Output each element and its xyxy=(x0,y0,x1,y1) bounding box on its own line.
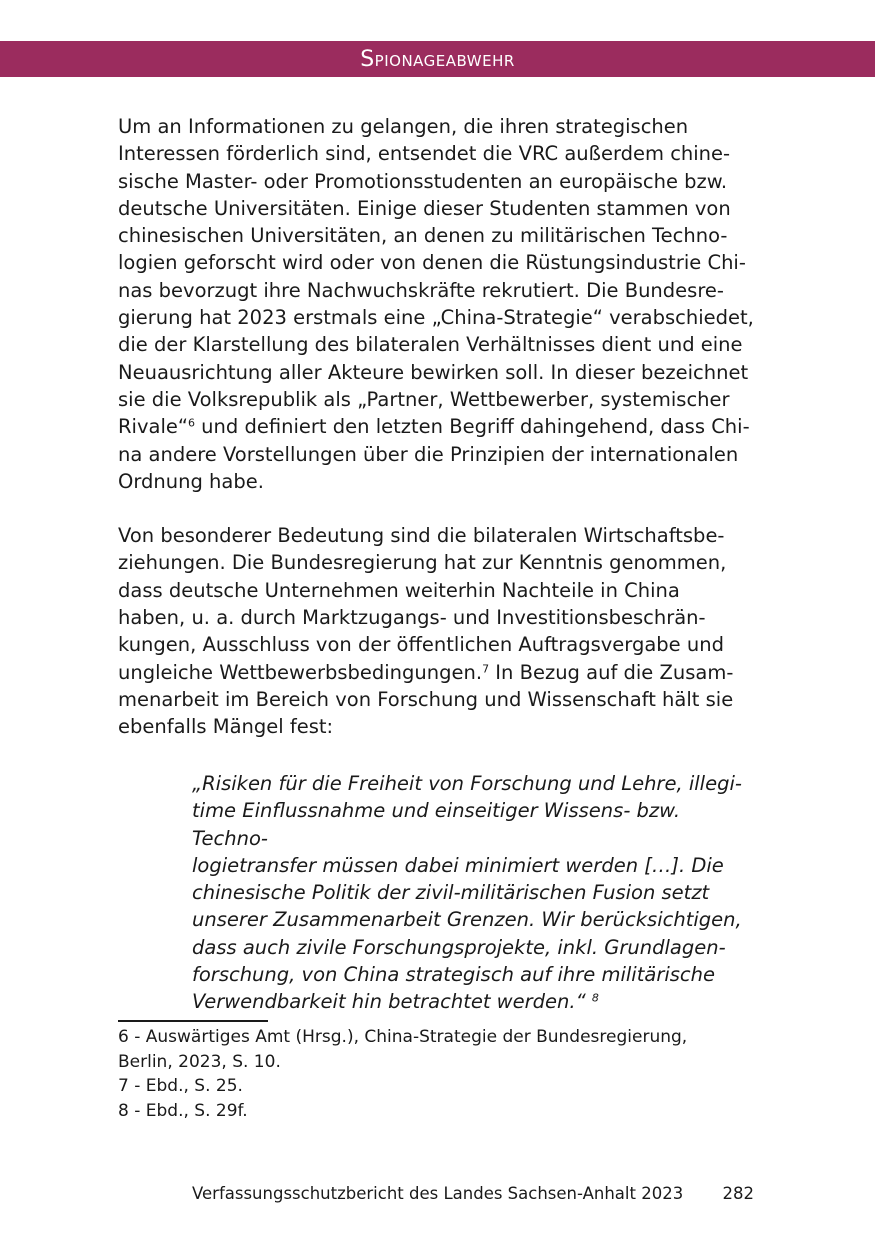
footnotes xyxy=(118,1025,758,1123)
body-text xyxy=(118,113,758,741)
paragraph-1-text-a: Um an Informationen zu gelangen, die ihren strategischen Interessen förderlich sind, entsendet die VRC außerdem chine- sische Master- oder Promotionsstudenten an europäische bzw. deutsche Universitäten. Einige dieser Studenten stammen von chinesischen Universitäten, an denen zu militärischen Techno- logien geforscht wird oder von denen die Rüstungsindustrie Chi- nas bevorzugt ihre Nachwuchskräfte rekrutiert. Die Bundesre- gierung hat 2023 erstmals eine „China-Strategie“ verabschiedet, die der Klarstellung des bilateralen Verhältnisses dient und eine Neuausrichtung aller Akteure bewirken soll. In dieser bezeichnet sie die Volksrepublik als „Partner, Wettbewerber, systemischer Rivale“ xyxy=(118,115,754,439)
footnote-ref-6[interactable]: 6 xyxy=(187,416,195,430)
footnote-divider xyxy=(118,1020,268,1022)
footnote-8: 8 - Ebd., S. 29f. xyxy=(118,1100,248,1121)
block-quote xyxy=(192,770,762,1016)
footnote-ref-7[interactable]: 7 xyxy=(482,662,490,676)
footnote-7: 7 - Ebd., S. 25. xyxy=(118,1076,243,1096)
paragraph-2 xyxy=(118,522,758,740)
footnote-6: 6 - Auswärtiges Amt (Hrsg.), China-Strategie der Bundesregierung, Berlin, 2023, S. 10. xyxy=(118,1027,688,1072)
paragraph-1 xyxy=(118,113,758,495)
chapter-header-bar xyxy=(0,41,875,77)
footer-title: Verfassungsschutzbericht des Landes Sachsen-Anhalt 2023 xyxy=(192,1184,684,1203)
chapter-title: Spionageabwehr xyxy=(360,47,515,72)
paragraph-2-text-b: In Bezug auf die Zusam- menarbeit im Bereich von Forschung und Wissenschaft hält sie ebenfalls Mängel fest: xyxy=(118,660,734,739)
paragraph-1-text-b: und definiert den letzten Begriff dahingehend, dass Chi- na andere Vorstellungen über die Prinzipien der internationalen Ordnung habe. xyxy=(118,415,750,493)
paragraph-2-text-a: Von besonderer Bedeutung sind die bilateralen Wirtschaftsbe- ziehungen. Die Bundesregierung hat zur Kenntnis genommen, dass deutsche Unternehmen weiterhin Nachteile in China haben, u. a. durch Marktzugangs- und Investitionsbeschrän- kungen, Ausschluss von der öffentlichen Auftragsvergabe und ungleiche Wettbewerbsbedingungen. xyxy=(118,524,727,684)
block-quote-text: „Risiken für die Freiheit von Forschung und Lehre, illegi- time Einflussnahme und einseitiger Wissens- bzw. Techno- logietransfer müssen dabei minimiert werden […]. Die chinesische Politik der zivil-militärischen Fusion setzt unserer Zusammenarbeit Grenzen. Wir berücksichtigen, dass auch zivile Forschungsprojekte, inkl. Grundlagen- forschung, von China strategisch auf ihre militärische Verwendbarkeit hin betrachtet werden.“ xyxy=(192,772,742,1014)
page-number: 282 xyxy=(722,1184,754,1203)
footnote-ref-8[interactable]: 8 xyxy=(591,991,599,1005)
